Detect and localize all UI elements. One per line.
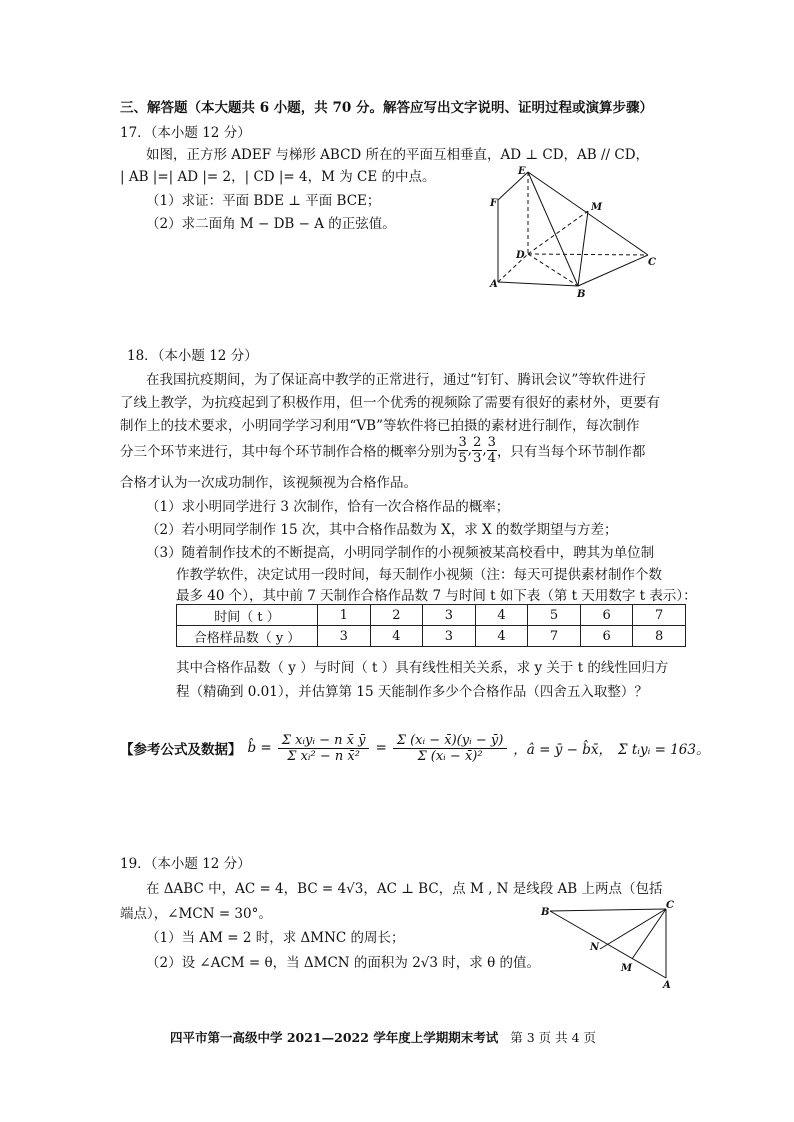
q19-label-N: N: [590, 942, 600, 953]
q18-fraction-3-den: 4: [487, 450, 496, 466]
q18-fraction-2: [472, 435, 482, 466]
table-cell: 6: [580, 605, 633, 626]
q17-part1: （1）求证：平面 BDE ⊥ 平面 BCE；: [146, 193, 381, 209]
q19-part2: （2）设 ∠ACM = θ，当 ΔMCN 的面积为 2√3 时，求 θ 的值。: [146, 955, 540, 971]
q18-fraction-2-den: 3: [473, 450, 482, 466]
q18-part2: （2）若小明同学制作 15 次，其中合格作品数为 X，求 X 的数学期望与方差；: [146, 522, 618, 538]
q17-part2: （2）求二面角 M − DB − A 的正弦值。: [146, 216, 396, 232]
q18-number: 18．（本小题 12 分）: [127, 348, 258, 364]
q18-para-line4-post: ，只有当每个环节制作都: [496, 444, 646, 460]
table-cell: 7: [528, 626, 581, 647]
q17-label-F: F: [490, 198, 498, 209]
q18-after-table-line1: 其中合格作品数（ y ）与时间（ t ）具有线性相关关系，求 y 关于 t 的线性回归方: [176, 660, 669, 676]
table-cell: 4: [475, 605, 528, 626]
q18-fraction-1: [458, 435, 468, 466]
table-cell: 3: [318, 626, 371, 647]
section-heading: 三、解答题（本大题共 6 小题，共 70 分。解答应写出文字说明、证明过程或演算步骤）: [120, 100, 653, 116]
table-cell: 3: [423, 626, 476, 647]
table-cell: 1: [318, 605, 371, 626]
table-cell: 4: [370, 626, 423, 647]
q17-label-M: M: [591, 202, 603, 213]
q18-fraction-1-den: 5: [458, 450, 467, 466]
q19-number: 19．（本小题 12 分）: [120, 856, 251, 872]
q18-fraction-2-num: 2: [473, 434, 482, 450]
q18-para-line1: 在我国抗疫期间，为了保证高中教学的正常进行，通过“钉钉、腾讯会议”等软件进行: [146, 372, 646, 388]
q18-after-table-line2: 程（精确到 0.01），并估算第 15 天能制作多少个合格作品（四舍五入取整）？: [176, 684, 648, 700]
table-row: [177, 605, 686, 626]
table-row-head-time: 时间（ t ）: [177, 605, 318, 626]
q18-fraction-3-num: 3: [487, 434, 496, 450]
q18-para-line2: 了线上教学，为抗疫起到了积极作用，但一个优秀的视频除了需要有很好的素材外，更要有: [120, 395, 660, 411]
q17-label-B: B: [577, 289, 586, 297]
table-cell: 8: [633, 626, 686, 647]
q18-reference-formula: 【参考公式及数据】 b̂ = $\frac{\text{Σ xᵢyᵢ − n x̄ ȳ}}{\text{Σ xᵢ² − n x̄²}}$ = $\frac{\text{Σ (xᵢ − x̄)(yᵢ − ȳ)}}{\text{Σ (xᵢ − x̄)²}}$ ，â = ȳ − b̂x̄， Σ tᵢyᵢ = 163。: [120, 732, 710, 764]
q19-label-C: C: [666, 900, 674, 911]
q18-para-line4-pre: 分三个环节来进行，其中每个环节制作合格的概率分别为: [120, 444, 458, 460]
q18-part3-line3: 最多 40 个），其中前 7 天制作合格作品数 7 与时间 t 如下表（第 t 天用数字 t 表示）：: [176, 588, 697, 604]
formula-sum-ty: Σ tᵢyᵢ = 163。: [618, 742, 710, 758]
q17-stem-line2: | AB |=| AD |= 2，| CD |= 4，M 为 CE 的中点。: [120, 169, 436, 185]
footer-school: 四平市第一高级中学 2021—2022 学年度上学期期末考试: [170, 1030, 499, 1045]
q19-triangle-figure: [538, 898, 678, 990]
formula-fraction-2: [393, 733, 508, 764]
q17-number: 17．（本小题 12 分）: [120, 125, 251, 141]
formula-fraction-2-den: Σ (xᵢ − x̄)²: [417, 748, 483, 764]
q19-stem-line2: 端点），∠MCN = 30°。: [120, 906, 272, 922]
formula-ahat: ，â = ȳ − b̂x̄，: [513, 742, 612, 758]
q18-fraction-3: [487, 435, 497, 466]
q19-label-M: M: [621, 963, 633, 974]
table-row-head-samples: 合格样品数（ y ）: [177, 626, 318, 647]
q18-part3-line1: （3）随着制作技术的不断提高，小明同学制作的小视频被某高校看中，聘其为单位制: [146, 545, 655, 561]
q19-label-A: A: [663, 980, 671, 990]
formula-fraction-2-num: Σ (xᵢ − x̄)(yᵢ − ȳ): [393, 733, 508, 749]
q19-label-B: B: [541, 907, 550, 918]
q18-part1: （1）求小明同学进行 3 次制作，恰有一次合格作品的概率；: [146, 499, 510, 515]
table-cell: 6: [580, 626, 633, 647]
q18-para-line3: 制作上的技术要求，小明同学学习利用“VB”等软件将已拍摄的素材进行制作，每次制作: [120, 418, 640, 434]
q18-data-table: [176, 604, 686, 647]
q18-para-line4: 分三个环节来进行，其中每个环节制作合格的概率分别为 $\frac{3}{5}$ , $\frac{2}{3}$ , $\frac{3}{4}$ ，只有当每个环节制作都: [120, 434, 646, 466]
q18-part3-line2: 作教学软件，决定试用一段时间，每天制作小视频（注：每天可提供素材制作个数: [176, 567, 662, 583]
table-cell: 2: [370, 605, 423, 626]
q18-fraction-1-num: 3: [458, 434, 467, 450]
table-cell: 5: [528, 605, 581, 626]
q17-label-D: D: [516, 250, 525, 261]
table-row: [177, 626, 686, 647]
q17-label-E: E: [518, 166, 526, 177]
formula-fraction-1-num: Σ xᵢyᵢ − n x̄ ȳ: [278, 733, 370, 749]
q17-label-A: A: [490, 279, 498, 290]
table-cell: 3: [423, 605, 476, 626]
q19-stem-line1: 在 ΔABC 中，AC = 4，BC = 4√3，AC ⊥ BC，点 M , N 是线段 AB 上两点（包括: [146, 881, 663, 897]
q17-stem-line1: 如图，正方形 ADEF 与梯形 ABCD 所在的平面互相垂直，AD ⊥ CD，AB // CD，: [146, 147, 650, 163]
q17-solid-figure: [488, 162, 668, 297]
q17-label-C: C: [648, 257, 656, 268]
formula-fraction-1: [278, 733, 370, 764]
q19-part1: （1）当 AM = 2 时，求 ΔMNC 的周长；: [146, 930, 405, 946]
q18-para-line5: 合格才认为一次成功制作，该视频视为合格作品。: [120, 475, 417, 491]
page-footer: [170, 1028, 596, 1046]
formula-label: 【参考公式及数据】: [120, 742, 242, 758]
table-cell: 4: [475, 626, 528, 647]
table-cell: 7: [633, 605, 686, 626]
footer-page-number: 第 3 页 共 4 页: [510, 1030, 597, 1045]
formula-fraction-1-den: Σ xᵢ² − n x̄²: [287, 748, 360, 764]
formula-bhat: b̂ =: [247, 740, 272, 756]
